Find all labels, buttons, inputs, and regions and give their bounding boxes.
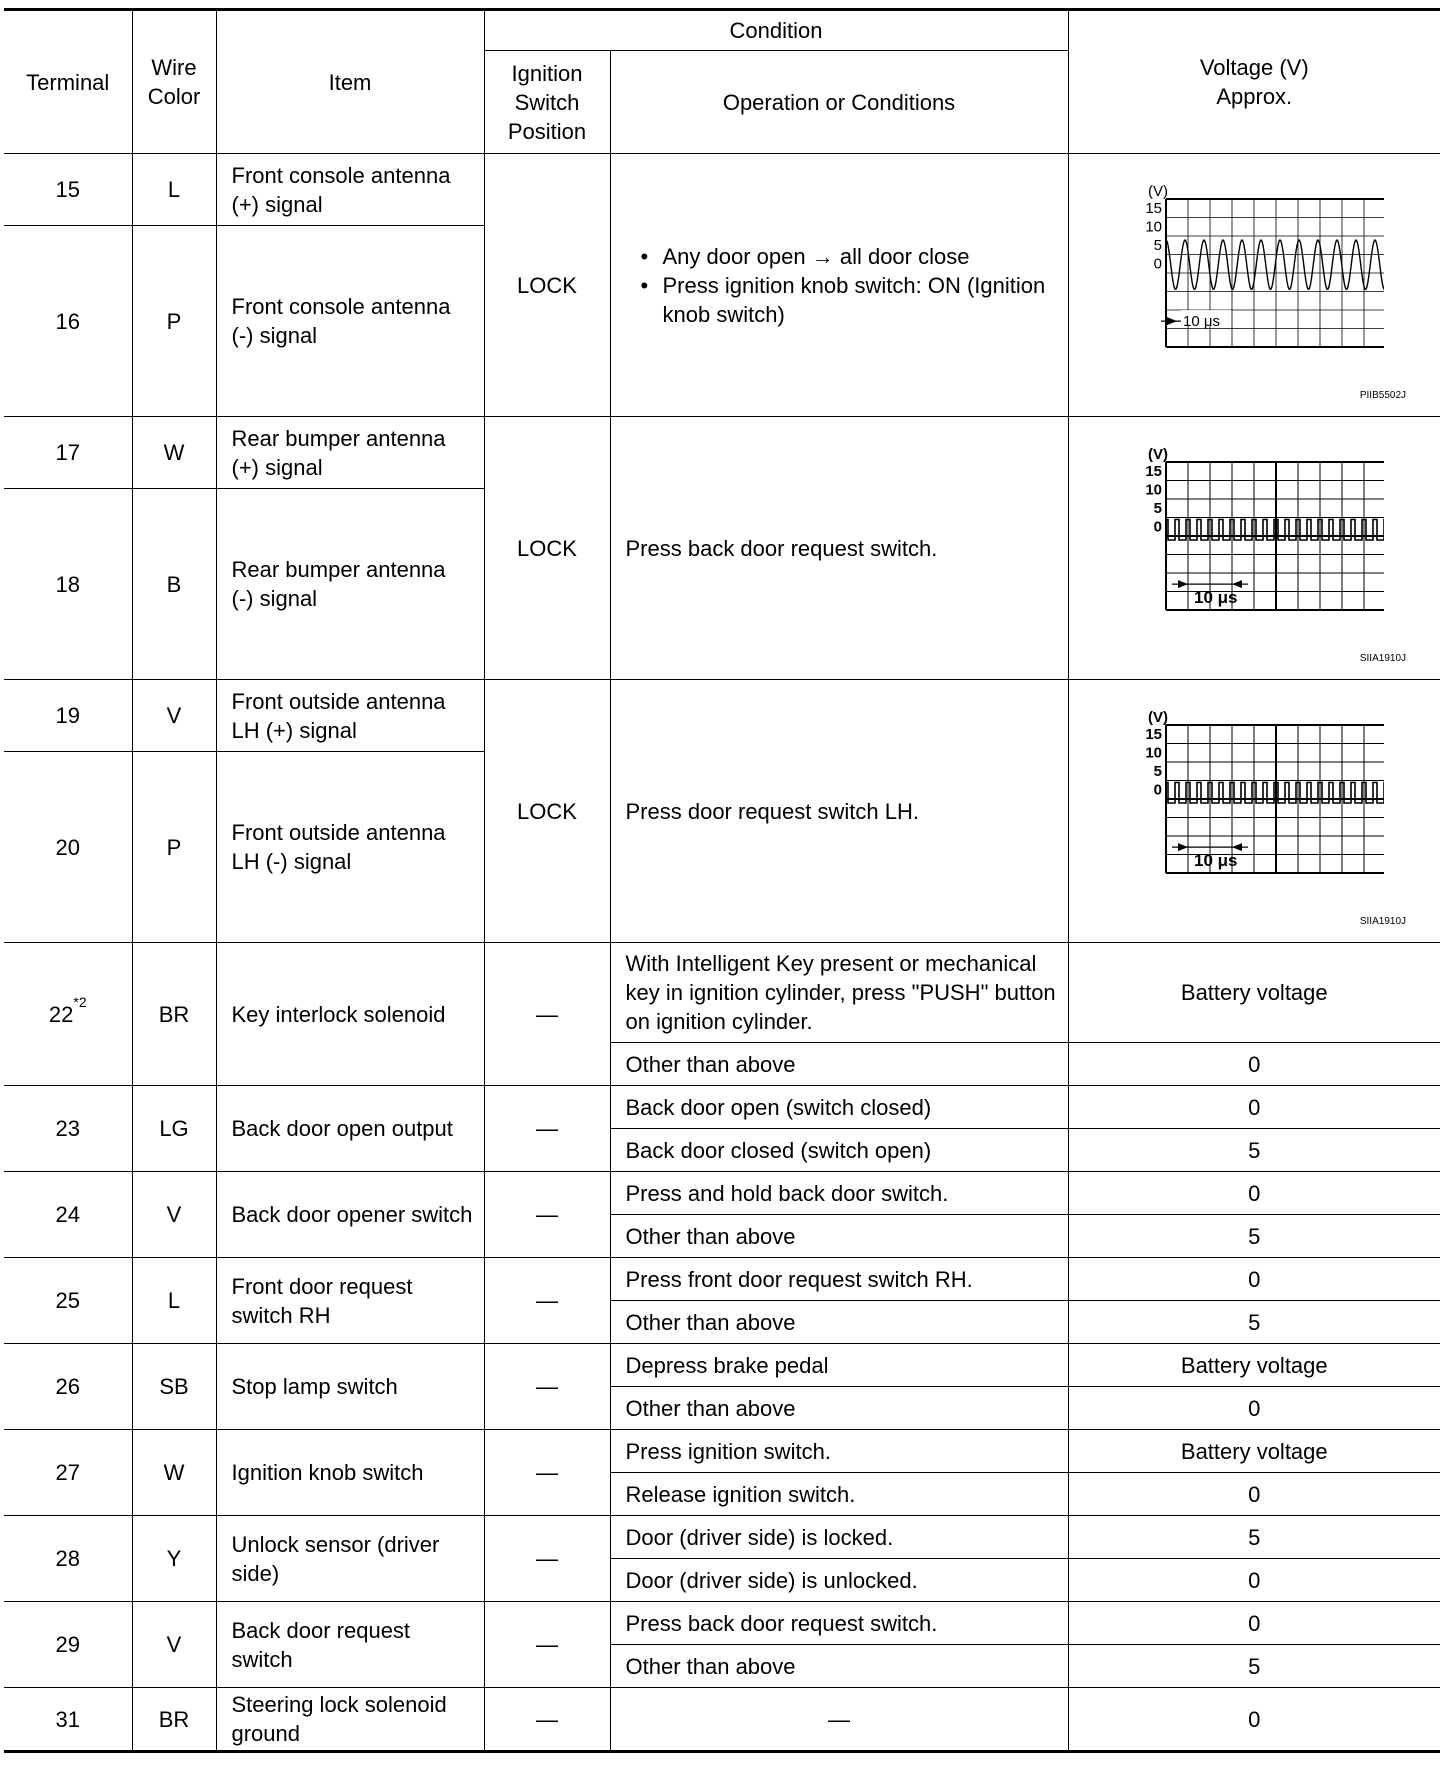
table-row: [4, 1516, 1440, 1559]
ignition-position: —: [484, 1086, 610, 1172]
wire-color: Y: [132, 1516, 216, 1602]
waveform-figure: [1069, 695, 1441, 928]
table-row: [4, 1344, 1440, 1387]
voltage-value: 0: [1068, 1473, 1440, 1516]
waveform-figure: [1069, 432, 1441, 665]
table-row: [4, 680, 1440, 752]
terminal-number: 22$^{*2}$: [4, 943, 132, 1086]
waveform-graph: [1124, 440, 1384, 655]
operation-condition: Other than above: [610, 1387, 1068, 1430]
operation-condition: Depress brake pedal: [610, 1344, 1068, 1387]
wire-color: SB: [132, 1344, 216, 1430]
operation-condition: Door (driver side) is unlocked.: [610, 1559, 1068, 1602]
terminal-number: 27: [4, 1430, 132, 1516]
time-scale-label: 10 μs: [1183, 312, 1221, 330]
operation-condition: Release ignition switch.: [610, 1473, 1068, 1516]
ignition-position: LOCK: [484, 417, 610, 680]
item-name: Back door request switch: [216, 1602, 484, 1688]
operation-condition: Press door request switch LH.: [610, 680, 1068, 943]
condition-list: [626, 242, 1060, 329]
table-row: [4, 417, 1440, 489]
header-terminal: Terminal: [4, 10, 132, 154]
voltage-value: Battery voltage: [1068, 943, 1440, 1043]
operation-condition: Press back door request switch.: [610, 1602, 1068, 1645]
wire-color: P: [132, 752, 216, 943]
waveform-cell: [1068, 417, 1440, 680]
unit-label: (V): [1148, 708, 1169, 726]
table-body: [4, 154, 1440, 1752]
item-name: Front outside antenna LH (-) signal: [216, 752, 484, 943]
item-name: Front console antenna (+) signal: [216, 154, 484, 226]
waveform-cell: [1068, 154, 1440, 417]
ignition-position: —: [484, 1602, 610, 1688]
figure-id: SIIA1910J: [1359, 652, 1407, 664]
y-tick-label: 10: [1145, 218, 1163, 235]
table-row: [4, 1430, 1440, 1473]
voltage-value: 5: [1068, 1215, 1440, 1258]
unit-label: (V): [1148, 445, 1169, 463]
terminal-number: 23: [4, 1086, 132, 1172]
wire-color: W: [132, 417, 216, 489]
voltage-value: 0: [1068, 1043, 1440, 1086]
time-marker-arrow: [1232, 580, 1242, 588]
item-name: Rear bumper antenna (-) signal: [216, 489, 484, 680]
ignition-position: LOCK: [484, 154, 610, 417]
operation-condition: Other than above: [610, 1043, 1068, 1086]
y-tick-label: 15: [1145, 725, 1163, 743]
figure-id: SIIA1910J: [1359, 915, 1407, 927]
terminal-number: 28: [4, 1516, 132, 1602]
header-voltage: Voltage (V) Approx.: [1068, 10, 1440, 154]
voltage-value: 5: [1068, 1516, 1440, 1559]
condition-item: • Press ignition knob switch: ON (Ignition knob switch): [641, 271, 1050, 329]
terminal-number: 17: [4, 417, 132, 489]
header-operation: Operation or Conditions: [610, 51, 1068, 154]
terminal-number: 29: [4, 1602, 132, 1688]
time-marker-arrow: [1167, 317, 1177, 325]
y-tick-label: 0: [1153, 781, 1163, 798]
ignition-position: —: [484, 1688, 610, 1752]
voltage-value: 0: [1068, 1086, 1440, 1129]
ignition-position: LOCK: [484, 680, 610, 943]
voltage-value: 0: [1068, 1602, 1440, 1645]
operation-condition: Press back door request switch.: [610, 417, 1068, 680]
wire-color: V: [132, 1172, 216, 1258]
y-tick-label: 15: [1145, 462, 1163, 480]
time-marker-arrow: [1178, 580, 1188, 588]
item-name: Unlock sensor (driver side): [216, 1516, 484, 1602]
time-marker-arrow: [1178, 843, 1188, 851]
waveform-graph: [1124, 177, 1384, 392]
operation-condition: Press and hold back door switch.: [610, 1172, 1068, 1215]
voltage-value: Battery voltage: [1068, 1344, 1440, 1387]
header-wire-color: Wire Color: [132, 10, 216, 154]
wire-color: BR: [132, 1688, 216, 1752]
item-name: Ignition knob switch: [216, 1430, 484, 1516]
voltage-value: 0: [1068, 1387, 1440, 1430]
terminal-number: 24: [4, 1172, 132, 1258]
operation-condition: Other than above: [610, 1645, 1068, 1688]
signal-trace: [1166, 240, 1384, 289]
time-scale-label: 10 μs: [1194, 587, 1238, 607]
item-name: Rear bumper antenna (+) signal: [216, 417, 484, 489]
table-row: [4, 154, 1440, 226]
operation-condition: Door (driver side) is locked.: [610, 1516, 1068, 1559]
voltage-value: 0: [1068, 1172, 1440, 1215]
item-name: Front outside antenna LH (+) signal: [216, 680, 484, 752]
waveform-figure: [1069, 169, 1441, 402]
voltage-value: 0: [1068, 1688, 1440, 1752]
voltage-value: 5: [1068, 1645, 1440, 1688]
y-tick-label: 0: [1153, 255, 1163, 272]
table-row: [4, 1602, 1440, 1645]
terminal-number: 16: [4, 226, 132, 417]
wire-color: P: [132, 226, 216, 417]
terminal-number: 25: [4, 1258, 132, 1344]
wire-color: V: [132, 680, 216, 752]
item-name: Stop lamp switch: [216, 1344, 484, 1430]
wire-color: W: [132, 1430, 216, 1516]
y-tick-label: 5: [1153, 499, 1163, 517]
ignition-position: —: [484, 1172, 610, 1258]
item-name: Back door opener switch: [216, 1172, 484, 1258]
item-name: Steering lock solenoid ground: [216, 1688, 484, 1752]
terminal-number: 18: [4, 489, 132, 680]
operation-condition: Other than above: [610, 1301, 1068, 1344]
wire-color: B: [132, 489, 216, 680]
wire-color: LG: [132, 1086, 216, 1172]
terminal-number: 19: [4, 680, 132, 752]
y-tick-label: 0: [1153, 518, 1163, 535]
ignition-position: —: [484, 1258, 610, 1344]
waveform-cell: [1068, 680, 1440, 943]
y-tick-label: 10: [1145, 481, 1163, 498]
terminal-number: 20: [4, 752, 132, 943]
ignition-position: —: [484, 943, 610, 1086]
terminal-number: 31: [4, 1688, 132, 1752]
item-name: Front console antenna (-) signal: [216, 226, 484, 417]
terminal-spec-table: [4, 8, 1440, 1753]
ignition-position: —: [484, 1344, 610, 1430]
wire-color: L: [132, 154, 216, 226]
condition-item: • Any door open → all door close: [641, 242, 1050, 271]
footnote-marker: *2: [73, 994, 87, 1011]
time-marker-arrow: [1232, 843, 1242, 851]
operation-condition: [610, 154, 1068, 417]
table-row: [4, 1688, 1440, 1752]
y-tick-label: 15: [1145, 199, 1163, 217]
header-ignition-position: Ignition Switch Position: [484, 51, 610, 154]
terminal-number: 26: [4, 1344, 132, 1430]
item-name: Back door open output: [216, 1086, 484, 1172]
operation-condition: Press front door request switch RH.: [610, 1258, 1068, 1301]
unit-label: (V): [1148, 182, 1169, 200]
table-header: [4, 10, 1440, 154]
voltage-value: 5: [1068, 1301, 1440, 1344]
item-name: Key interlock solenoid: [216, 943, 484, 1086]
time-scale-label: 10 μs: [1194, 850, 1238, 870]
y-tick-label: 10: [1145, 744, 1163, 761]
voltage-value: 5: [1068, 1129, 1440, 1172]
voltage-value: 0: [1068, 1258, 1440, 1301]
operation-condition: With Intelligent Key present or mechanical key in ignition cylinder, press "PUSH" button on ignition cylinder.: [610, 943, 1068, 1043]
table-row: [4, 1172, 1440, 1215]
operation-condition: Back door closed (switch open): [610, 1129, 1068, 1172]
table-row: [4, 1258, 1440, 1301]
voltage-value: 0: [1068, 1559, 1440, 1602]
waveform-graph: [1124, 703, 1384, 918]
ignition-position: —: [484, 1430, 610, 1516]
table-row: [4, 1086, 1440, 1129]
y-tick-label: 5: [1153, 236, 1163, 254]
operation-condition: —: [610, 1688, 1068, 1752]
operation-condition: Press ignition switch.: [610, 1430, 1068, 1473]
item-name: Front door request switch RH: [216, 1258, 484, 1344]
wire-color: V: [132, 1602, 216, 1688]
operation-condition: Back door open (switch closed): [610, 1086, 1068, 1129]
y-tick-label: 5: [1153, 762, 1163, 780]
header-condition: Condition: [484, 10, 1068, 51]
ignition-position: —: [484, 1516, 610, 1602]
table-row: [4, 943, 1440, 1043]
terminal-number: 15: [4, 154, 132, 226]
wire-color: L: [132, 1258, 216, 1344]
header-item: Item: [216, 10, 484, 154]
operation-condition: Other than above: [610, 1215, 1068, 1258]
voltage-value: Battery voltage: [1068, 1430, 1440, 1473]
figure-id: PIIB5502J: [1359, 389, 1407, 401]
wire-color: BR: [132, 943, 216, 1086]
